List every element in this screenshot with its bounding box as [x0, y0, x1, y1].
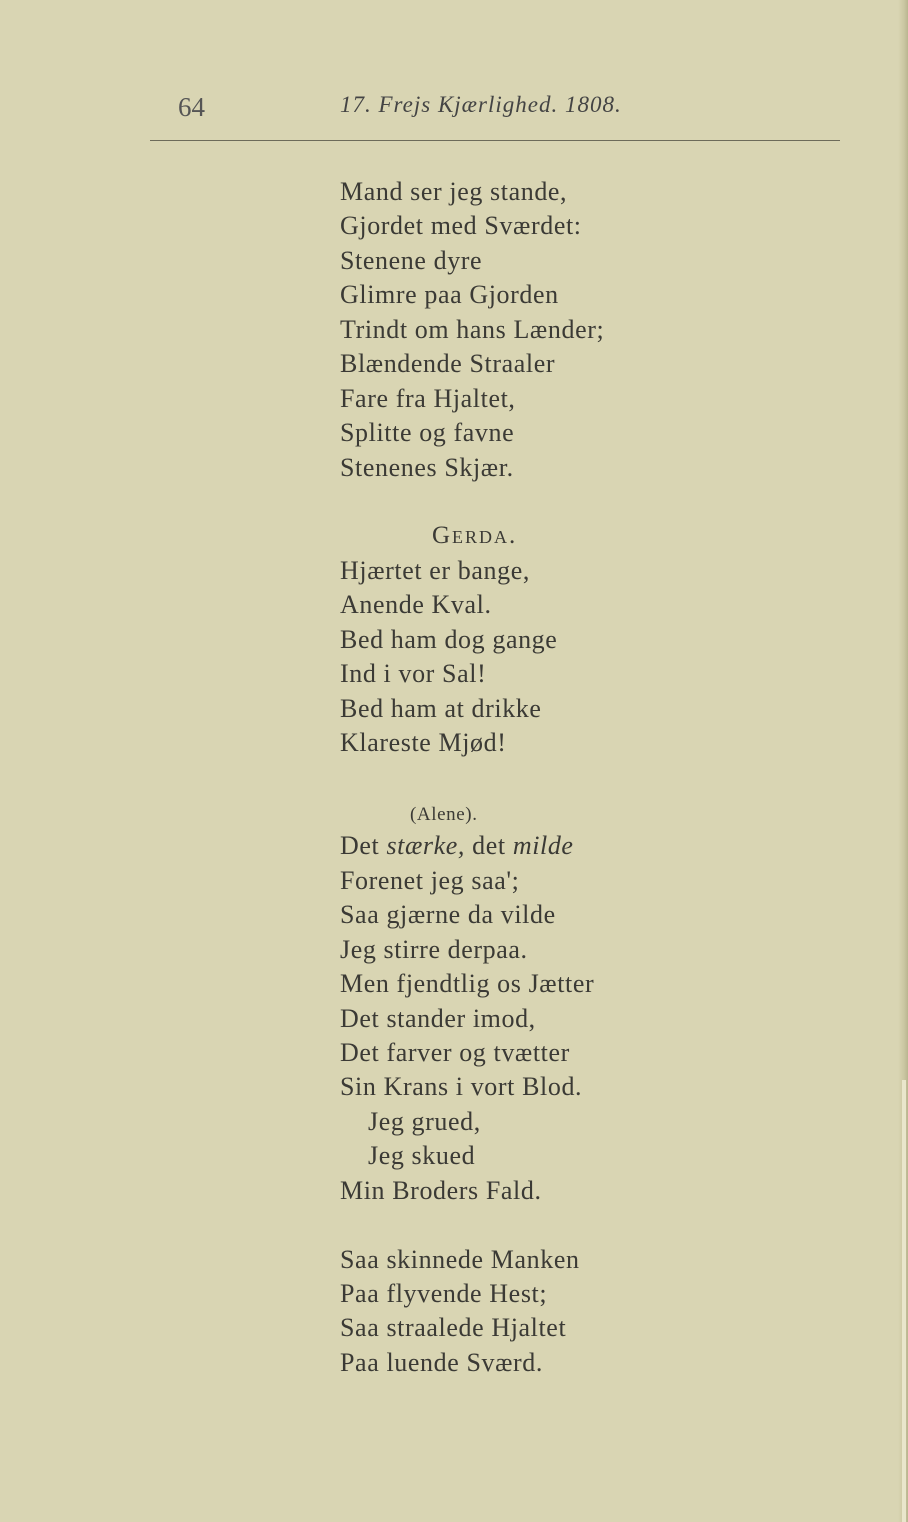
verse-text: Det — [340, 831, 387, 861]
verse-line-indented: Jeg grued, — [368, 1106, 481, 1136]
verse-line: Stenene dyre — [340, 245, 483, 275]
speaker-name: Gerda. — [432, 522, 518, 550]
verse-line: Paa flyvende Hest; — [340, 1279, 548, 1308]
verse-line: Gjordet med Sværdet: — [340, 211, 582, 241]
verse-text: det — [465, 831, 513, 861]
verse-line: Bed ham at drikke — [340, 693, 542, 723]
verse-line: Det stander imod, — [340, 1003, 536, 1033]
verse-line — [340, 829, 760, 863]
poem-text — [340, 175, 760, 1380]
verse-line: Det farver og tvætter — [340, 1037, 570, 1067]
verse-line: Bed ham dog gange — [340, 624, 558, 654]
running-title: 17. Frejs Kjærlighed. 1808. — [340, 92, 622, 117]
verse-line: Hjærtet er bange, — [340, 555, 530, 585]
verse-line: Ind i vor Sal! — [340, 659, 487, 689]
verse-italic: milde — [512, 831, 574, 861]
verse-line: Glimre paa Gjorden — [340, 280, 559, 310]
verse-line: Anende Kval. — [340, 590, 492, 620]
verse-line: Fare fra Hjaltet, — [340, 383, 516, 413]
verse-line: Men fjendtlig os Jætter — [340, 969, 595, 999]
verse-line: Blændende Straaler — [340, 349, 556, 379]
verse-line: Mand ser jeg stande, — [340, 177, 568, 206]
verse-line: Sin Krans i vort Blod. — [340, 1072, 583, 1102]
verse-line-indented: Jeg skued — [368, 1141, 476, 1171]
header-rule — [150, 140, 840, 141]
verse-line: Trindt om hans Lænder; — [340, 314, 605, 344]
verse-italic: stærke, — [386, 831, 466, 861]
verse-line: Min Broders Fald. — [340, 1175, 542, 1205]
verse-line: Splitte og favne — [340, 418, 515, 448]
verse-line: Paa luende Sværd. — [340, 1347, 544, 1377]
verse-line: Stenenes Skjær. — [340, 452, 514, 482]
verse-line: Saa gjærne da vilde — [340, 900, 556, 930]
page-edge-highlight — [902, 1080, 906, 1522]
stage-direction: (Alene). — [410, 803, 478, 825]
verse-line: Klareste Mjød! — [340, 728, 507, 757]
verse-line: Saa straalede Hjaltet — [340, 1313, 567, 1343]
verse-line: Jeg stirre derpaa. — [340, 934, 528, 964]
verse-line: Forenet jeg saa'; — [340, 865, 520, 895]
page-number: 64 — [178, 92, 205, 122]
verse-line: Saa skinnede Manken — [340, 1244, 580, 1274]
